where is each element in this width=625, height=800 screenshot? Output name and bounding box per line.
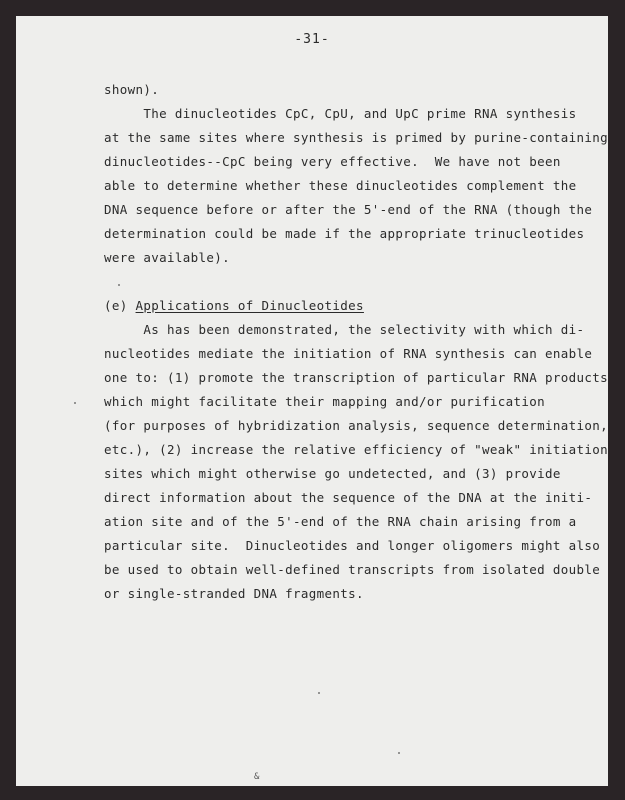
footer-mark: & bbox=[254, 772, 260, 782]
section-label: (e) bbox=[104, 298, 128, 313]
paper-speck bbox=[318, 692, 320, 694]
paper-speck bbox=[74, 402, 76, 404]
paper-speck bbox=[118, 284, 120, 286]
paragraph-2-line: direct information about the sequence of the DNA at the initi- bbox=[104, 490, 593, 505]
paragraph-1-line: at the same sites where synthesis is primed by purine-containing bbox=[104, 130, 608, 145]
paragraph-2-line: etc.), (2) increase the relative efficiency of "weak" initiation bbox=[104, 442, 608, 457]
page-number: -31- bbox=[294, 32, 330, 47]
paragraph-1-line: able to determine whether these dinucleotides complement the bbox=[104, 178, 577, 193]
section-heading bbox=[104, 298, 364, 313]
paragraph-2-line: or single-stranded DNA fragments. bbox=[104, 586, 364, 601]
paragraph-1-line: DNA sequence before or after the 5'-end of the RNA (though the bbox=[104, 202, 593, 217]
paragraph-2-line: ation site and of the 5'-end of the RNA chain arising from a bbox=[104, 514, 577, 529]
paragraph-2-line: which might facilitate their mapping and/or purification bbox=[104, 394, 546, 409]
paragraph-1-line: were available). bbox=[104, 250, 231, 265]
paragraph-2-line: As has been demonstrated, the selectivity with which di- bbox=[104, 322, 585, 337]
paragraph-2-line: nucleotides mediate the initiation of RNA synthesis can enable bbox=[104, 346, 593, 361]
paragraph-2-line: (for purposes of hybridization analysis, sequence determination, bbox=[104, 418, 608, 433]
paragraph-1-line: dinucleotides--CpC being very effective. We have not been bbox=[104, 154, 561, 169]
paragraph-2-line: be used to obtain well-defined transcripts from isolated double bbox=[104, 562, 601, 577]
paragraph-1-line: determination could be made if the appropriate trinucleotides bbox=[104, 226, 585, 241]
paragraph-1-line: The dinucleotides CpC, CpU, and UpC prime RNA synthesis bbox=[104, 106, 577, 121]
section-title: Applications of Dinucleotides bbox=[135, 298, 364, 313]
paper-speck bbox=[398, 752, 400, 754]
paragraph-2-line: particular site. Dinucleotides and longer oligomers might also bbox=[104, 538, 601, 553]
paragraph-2-line: one to: (1) promote the transcription of particular RNA products bbox=[104, 370, 608, 385]
paragraph-2-line: sites which might otherwise go undetected, and (3) provide bbox=[104, 466, 561, 481]
paragraph-1-line: shown). bbox=[104, 82, 160, 97]
document-page bbox=[16, 16, 608, 786]
